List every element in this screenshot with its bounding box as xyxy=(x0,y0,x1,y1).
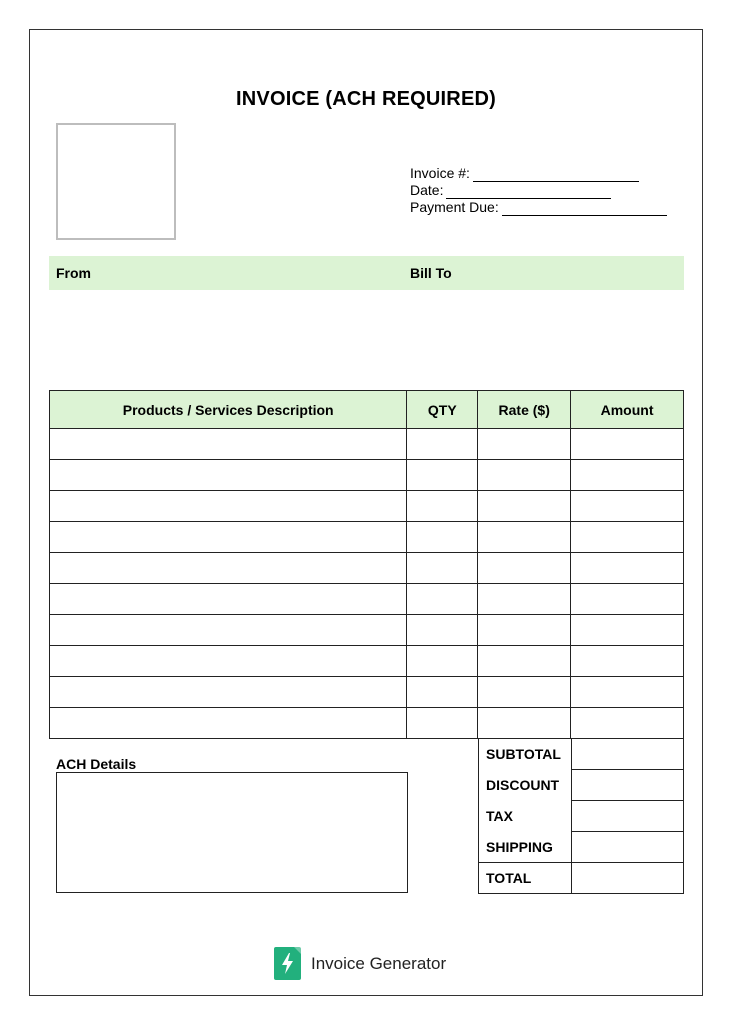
table-row xyxy=(50,584,684,615)
column-amount: Amount xyxy=(571,391,684,429)
cell-amount[interactable] xyxy=(571,584,684,615)
brand-footer xyxy=(274,947,446,980)
cell-amount[interactable] xyxy=(571,491,684,522)
column-qty: QTY xyxy=(407,391,478,429)
cell-rate[interactable] xyxy=(478,708,571,739)
items-body xyxy=(50,429,684,739)
cell-rate[interactable] xyxy=(478,615,571,646)
cell-rate[interactable] xyxy=(478,553,571,584)
ach-details-box[interactable] xyxy=(56,772,408,893)
cell-description[interactable] xyxy=(50,615,407,646)
cell-qty[interactable] xyxy=(407,584,478,615)
total-value[interactable] xyxy=(572,863,684,894)
tax-value[interactable] xyxy=(572,801,684,832)
subtotal-row xyxy=(479,739,684,770)
table-row xyxy=(50,708,684,739)
tax-row xyxy=(479,801,684,832)
column-description: Products / Services Description xyxy=(50,391,407,429)
parties-header xyxy=(49,256,684,290)
date-label: Date: xyxy=(410,182,444,198)
cell-qty[interactable] xyxy=(407,677,478,708)
cell-rate[interactable] xyxy=(478,429,571,460)
table-row xyxy=(50,553,684,584)
cell-amount[interactable] xyxy=(571,677,684,708)
cell-amount[interactable] xyxy=(571,615,684,646)
subtotal-label: SUBTOTAL xyxy=(479,739,572,770)
cell-qty[interactable] xyxy=(407,615,478,646)
cell-qty[interactable] xyxy=(407,460,478,491)
invoice-meta xyxy=(410,165,667,216)
cell-qty[interactable] xyxy=(407,708,478,739)
payment-due-row xyxy=(410,199,667,216)
date-row xyxy=(410,182,667,199)
cell-amount[interactable] xyxy=(571,429,684,460)
cell-amount[interactable] xyxy=(571,522,684,553)
cell-description[interactable] xyxy=(50,460,407,491)
ach-details-label: ACH Details xyxy=(56,756,137,772)
logo-placeholder[interactable] xyxy=(56,123,176,240)
table-row xyxy=(50,429,684,460)
cell-description[interactable] xyxy=(50,429,407,460)
table-row xyxy=(50,677,684,708)
shipping-value[interactable] xyxy=(572,832,684,863)
table-row xyxy=(50,615,684,646)
shipping-label: SHIPPING xyxy=(479,832,572,863)
bill-to-label: Bill To xyxy=(410,265,452,281)
table-row xyxy=(50,491,684,522)
cell-qty[interactable] xyxy=(407,522,478,553)
discount-row xyxy=(479,770,684,801)
cell-description[interactable] xyxy=(50,708,407,739)
cell-description[interactable] xyxy=(50,553,407,584)
tax-label: TAX xyxy=(479,801,572,832)
discount-value[interactable] xyxy=(572,770,684,801)
brand-name: Invoice Generator xyxy=(311,953,447,973)
cell-amount[interactable] xyxy=(571,553,684,584)
payment-due-field[interactable] xyxy=(502,203,667,216)
cell-qty[interactable] xyxy=(407,553,478,584)
total-row xyxy=(479,863,684,894)
cell-description[interactable] xyxy=(50,584,407,615)
cell-qty[interactable] xyxy=(407,491,478,522)
totals-table xyxy=(478,738,684,894)
cell-qty[interactable] xyxy=(407,429,478,460)
items-table xyxy=(49,390,684,739)
cell-description[interactable] xyxy=(50,646,407,677)
invoice-number-row xyxy=(410,165,667,182)
cell-rate[interactable] xyxy=(478,522,571,553)
discount-label: DISCOUNT xyxy=(479,770,572,801)
table-row xyxy=(50,522,684,553)
cell-description[interactable] xyxy=(50,522,407,553)
invoice-number-label: Invoice #: xyxy=(410,165,470,181)
table-row xyxy=(50,460,684,491)
cell-rate[interactable] xyxy=(478,491,571,522)
cell-qty[interactable] xyxy=(407,646,478,677)
cell-amount[interactable] xyxy=(571,708,684,739)
table-row xyxy=(50,646,684,677)
cell-amount[interactable] xyxy=(571,646,684,677)
cell-description[interactable] xyxy=(50,677,407,708)
cell-description[interactable] xyxy=(50,491,407,522)
payment-due-label: Payment Due: xyxy=(410,199,499,215)
total-label: TOTAL xyxy=(479,863,572,894)
cell-rate[interactable] xyxy=(478,677,571,708)
from-label: From xyxy=(56,265,91,281)
shipping-row xyxy=(479,832,684,863)
cell-amount[interactable] xyxy=(571,460,684,491)
invoice-number-field[interactable] xyxy=(473,169,639,182)
cell-rate[interactable] xyxy=(478,646,571,677)
subtotal-value[interactable] xyxy=(572,739,684,770)
page-title: INVOICE (ACH REQUIRED) xyxy=(236,88,496,110)
cell-rate[interactable] xyxy=(478,460,571,491)
date-field[interactable] xyxy=(446,186,611,199)
items-header-row xyxy=(50,391,684,429)
cell-rate[interactable] xyxy=(478,584,571,615)
column-rate: Rate ($) xyxy=(478,391,571,429)
lightning-bolt-icon xyxy=(274,947,301,980)
